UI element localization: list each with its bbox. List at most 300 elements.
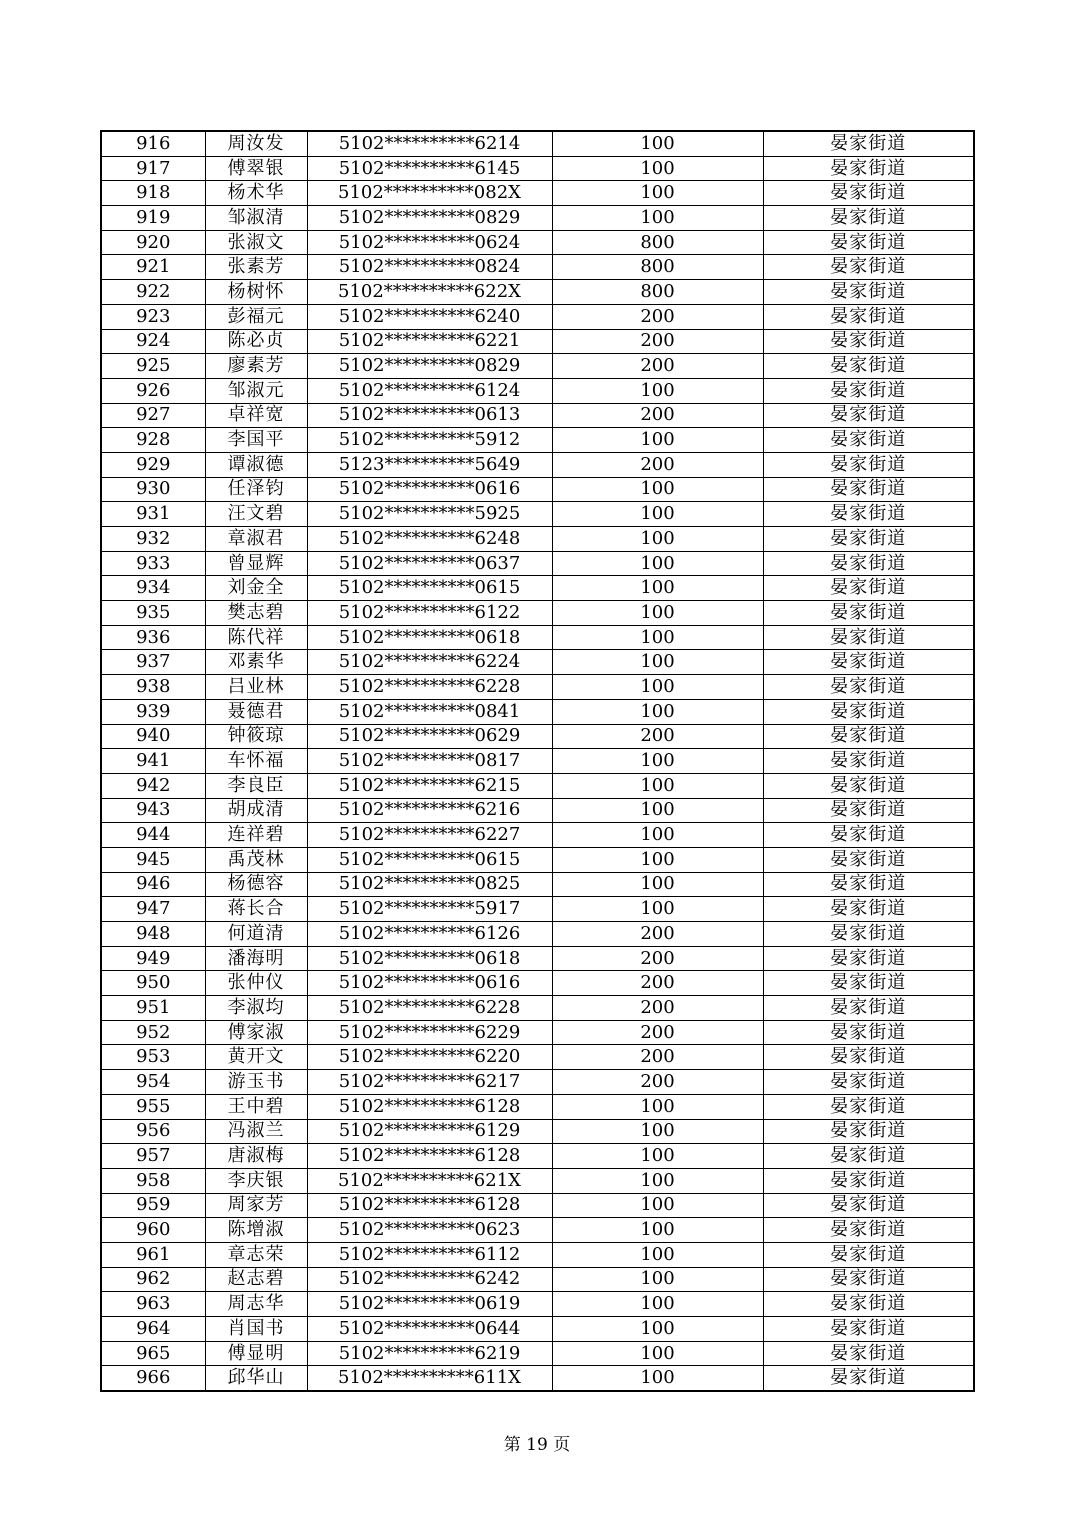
cell-row-index: 955 xyxy=(101,1094,205,1119)
cell-id-number: 5102**********6112 xyxy=(307,1242,552,1267)
table-row xyxy=(101,872,974,897)
cell-street: 晏家街道 xyxy=(763,1366,974,1391)
table-row xyxy=(101,823,974,848)
cell-id-number: 5102**********0841 xyxy=(307,699,552,724)
cell-row-index: 932 xyxy=(101,527,205,552)
cell-person-name: 张淑文 xyxy=(205,230,307,255)
cell-person-name: 禹茂林 xyxy=(205,847,307,872)
cell-id-number: 5102**********0616 xyxy=(307,971,552,996)
cell-row-index: 943 xyxy=(101,798,205,823)
table-row xyxy=(101,280,974,305)
cell-id-number: 5102**********0613 xyxy=(307,403,552,428)
cell-street: 晏家街道 xyxy=(763,699,974,724)
records-body xyxy=(101,131,974,1391)
cell-amount: 100 xyxy=(552,551,763,576)
cell-street: 晏家街道 xyxy=(763,230,974,255)
cell-id-number: 5102**********0618 xyxy=(307,946,552,971)
cell-amount: 100 xyxy=(552,1366,763,1391)
cell-street: 晏家街道 xyxy=(763,477,974,502)
cell-amount: 100 xyxy=(552,428,763,453)
page-number: 第 19 页 xyxy=(503,1435,571,1455)
table-row xyxy=(101,156,974,181)
cell-street: 晏家街道 xyxy=(763,1045,974,1070)
cell-street: 晏家街道 xyxy=(763,131,974,156)
cell-amount: 100 xyxy=(552,1144,763,1169)
cell-amount: 200 xyxy=(552,724,763,749)
cell-row-index: 939 xyxy=(101,699,205,724)
cell-row-index: 959 xyxy=(101,1193,205,1218)
table-row xyxy=(101,798,974,823)
records-table xyxy=(100,130,975,1392)
cell-row-index: 933 xyxy=(101,551,205,576)
table-row xyxy=(101,1218,974,1243)
cell-street: 晏家街道 xyxy=(763,724,974,749)
table-row xyxy=(101,1242,974,1267)
cell-row-index: 921 xyxy=(101,255,205,280)
cell-id-number: 5102**********6220 xyxy=(307,1045,552,1070)
cell-amount: 100 xyxy=(552,749,763,774)
cell-street: 晏家街道 xyxy=(763,1341,974,1366)
cell-row-index: 950 xyxy=(101,971,205,996)
cell-amount: 200 xyxy=(552,452,763,477)
cell-row-index: 941 xyxy=(101,749,205,774)
cell-row-index: 954 xyxy=(101,1070,205,1095)
cell-row-index: 962 xyxy=(101,1267,205,1292)
cell-street: 晏家街道 xyxy=(763,1267,974,1292)
table-row xyxy=(101,897,974,922)
cell-id-number: 5102**********0623 xyxy=(307,1218,552,1243)
cell-street: 晏家街道 xyxy=(763,798,974,823)
cell-amount: 100 xyxy=(552,1292,763,1317)
cell-amount: 100 xyxy=(552,1094,763,1119)
cell-person-name: 邓素华 xyxy=(205,650,307,675)
cell-id-number: 5102**********0624 xyxy=(307,230,552,255)
cell-id-number: 5102**********6248 xyxy=(307,527,552,552)
table-row xyxy=(101,230,974,255)
cell-person-name: 李庆银 xyxy=(205,1168,307,1193)
cell-street: 晏家街道 xyxy=(763,1168,974,1193)
cell-person-name: 唐淑梅 xyxy=(205,1144,307,1169)
table-row xyxy=(101,181,974,206)
cell-id-number: 5102**********6126 xyxy=(307,922,552,947)
table-row xyxy=(101,1317,974,1342)
table-row xyxy=(101,1070,974,1095)
cell-row-index: 957 xyxy=(101,1144,205,1169)
cell-street: 晏家街道 xyxy=(763,1094,974,1119)
cell-id-number: 5102**********5917 xyxy=(307,897,552,922)
cell-id-number: 5102**********6122 xyxy=(307,601,552,626)
cell-amount: 200 xyxy=(552,1020,763,1045)
table-row xyxy=(101,847,974,872)
cell-id-number: 5102**********6228 xyxy=(307,996,552,1021)
cell-id-number: 5102**********5912 xyxy=(307,428,552,453)
cell-street: 晏家街道 xyxy=(763,675,974,700)
cell-id-number: 5102**********6217 xyxy=(307,1070,552,1095)
cell-street: 晏家街道 xyxy=(763,823,974,848)
cell-id-number: 5102**********0829 xyxy=(307,206,552,231)
cell-row-index: 945 xyxy=(101,847,205,872)
cell-row-index: 944 xyxy=(101,823,205,848)
table-row xyxy=(101,922,974,947)
cell-id-number: 5102**********0616 xyxy=(307,477,552,502)
cell-person-name: 游玉书 xyxy=(205,1070,307,1095)
cell-amount: 800 xyxy=(552,280,763,305)
cell-row-index: 928 xyxy=(101,428,205,453)
cell-amount: 200 xyxy=(552,1045,763,1070)
cell-row-index: 956 xyxy=(101,1119,205,1144)
cell-id-number: 5102**********5925 xyxy=(307,502,552,527)
cell-person-name: 章淑君 xyxy=(205,527,307,552)
cell-row-index: 918 xyxy=(101,181,205,206)
cell-amount: 200 xyxy=(552,304,763,329)
cell-person-name: 钟筱琼 xyxy=(205,724,307,749)
cell-street: 晏家街道 xyxy=(763,329,974,354)
cell-amount: 100 xyxy=(552,601,763,626)
cell-id-number: 5102**********6129 xyxy=(307,1119,552,1144)
cell-street: 晏家街道 xyxy=(763,354,974,379)
cell-row-index: 949 xyxy=(101,946,205,971)
cell-street: 晏家街道 xyxy=(763,872,974,897)
cell-person-name: 吕业林 xyxy=(205,675,307,700)
cell-street: 晏家街道 xyxy=(763,1070,974,1095)
cell-street: 晏家街道 xyxy=(763,1144,974,1169)
cell-id-number: 5102**********6242 xyxy=(307,1267,552,1292)
cell-amount: 100 xyxy=(552,527,763,552)
cell-id-number: 5102**********6227 xyxy=(307,823,552,848)
cell-person-name: 傅家淑 xyxy=(205,1020,307,1045)
cell-id-number: 5102**********6128 xyxy=(307,1094,552,1119)
cell-amount: 100 xyxy=(552,576,763,601)
cell-row-index: 919 xyxy=(101,206,205,231)
cell-person-name: 汪文碧 xyxy=(205,502,307,527)
cell-row-index: 947 xyxy=(101,897,205,922)
table-row xyxy=(101,699,974,724)
table-row xyxy=(101,403,974,428)
cell-id-number: 5102**********6229 xyxy=(307,1020,552,1045)
table-row xyxy=(101,1119,974,1144)
cell-street: 晏家街道 xyxy=(763,156,974,181)
cell-person-name: 蒋长合 xyxy=(205,897,307,922)
cell-row-index: 961 xyxy=(101,1242,205,1267)
cell-id-number: 5102**********0629 xyxy=(307,724,552,749)
cell-amount: 200 xyxy=(552,354,763,379)
cell-id-number: 5102**********6128 xyxy=(307,1193,552,1218)
cell-street: 晏家街道 xyxy=(763,1292,974,1317)
cell-person-name: 张仲仪 xyxy=(205,971,307,996)
cell-person-name: 邹淑元 xyxy=(205,378,307,403)
cell-row-index: 960 xyxy=(101,1218,205,1243)
cell-person-name: 陈代祥 xyxy=(205,625,307,650)
cell-amount: 100 xyxy=(552,773,763,798)
cell-amount: 100 xyxy=(552,1341,763,1366)
cell-amount: 200 xyxy=(552,946,763,971)
cell-street: 晏家街道 xyxy=(763,847,974,872)
table-row xyxy=(101,452,974,477)
cell-id-number: 5102**********0637 xyxy=(307,551,552,576)
cell-row-index: 925 xyxy=(101,354,205,379)
cell-person-name: 曾显辉 xyxy=(205,551,307,576)
cell-row-index: 964 xyxy=(101,1317,205,1342)
cell-amount: 100 xyxy=(552,131,763,156)
cell-person-name: 周家芳 xyxy=(205,1193,307,1218)
cell-street: 晏家街道 xyxy=(763,650,974,675)
cell-id-number: 5102**********622X xyxy=(307,280,552,305)
cell-person-name: 潘海明 xyxy=(205,946,307,971)
cell-id-number: 5102**********082X xyxy=(307,181,552,206)
cell-row-index: 920 xyxy=(101,230,205,255)
cell-person-name: 邹淑清 xyxy=(205,206,307,231)
cell-person-name: 张素芳 xyxy=(205,255,307,280)
table-row xyxy=(101,773,974,798)
cell-id-number: 5102**********6240 xyxy=(307,304,552,329)
cell-person-name: 杨术华 xyxy=(205,181,307,206)
cell-row-index: 946 xyxy=(101,872,205,897)
table-row xyxy=(101,724,974,749)
cell-id-number: 5102**********0644 xyxy=(307,1317,552,1342)
table-row xyxy=(101,1144,974,1169)
cell-amount: 100 xyxy=(552,650,763,675)
table-row xyxy=(101,1094,974,1119)
cell-person-name: 车怀福 xyxy=(205,749,307,774)
table-row xyxy=(101,996,974,1021)
table-row xyxy=(101,1168,974,1193)
cell-amount: 100 xyxy=(552,1168,763,1193)
table-row xyxy=(101,625,974,650)
cell-person-name: 连祥碧 xyxy=(205,823,307,848)
table-row xyxy=(101,477,974,502)
cell-person-name: 卓祥宽 xyxy=(205,403,307,428)
cell-person-name: 杨德容 xyxy=(205,872,307,897)
cell-amount: 200 xyxy=(552,403,763,428)
cell-row-index: 927 xyxy=(101,403,205,428)
cell-street: 晏家街道 xyxy=(763,452,974,477)
cell-street: 晏家街道 xyxy=(763,502,974,527)
cell-street: 晏家街道 xyxy=(763,378,974,403)
table-row xyxy=(101,502,974,527)
cell-row-index: 934 xyxy=(101,576,205,601)
table-row xyxy=(101,675,974,700)
cell-row-index: 951 xyxy=(101,996,205,1021)
cell-amount: 100 xyxy=(552,699,763,724)
cell-amount: 100 xyxy=(552,872,763,897)
cell-street: 晏家街道 xyxy=(763,403,974,428)
table-row xyxy=(101,1193,974,1218)
table-row xyxy=(101,428,974,453)
cell-street: 晏家街道 xyxy=(763,206,974,231)
cell-amount: 100 xyxy=(552,378,763,403)
table-row xyxy=(101,576,974,601)
cell-person-name: 周汝发 xyxy=(205,131,307,156)
table-row xyxy=(101,206,974,231)
cell-person-name: 陈必贞 xyxy=(205,329,307,354)
cell-id-number: 5102**********6216 xyxy=(307,798,552,823)
cell-amount: 100 xyxy=(552,823,763,848)
cell-row-index: 966 xyxy=(101,1366,205,1391)
cell-amount: 100 xyxy=(552,675,763,700)
cell-person-name: 傅翠银 xyxy=(205,156,307,181)
table-row xyxy=(101,329,974,354)
cell-person-name: 王中碧 xyxy=(205,1094,307,1119)
cell-street: 晏家街道 xyxy=(763,601,974,626)
table-row xyxy=(101,1267,974,1292)
cell-person-name: 李良臣 xyxy=(205,773,307,798)
cell-person-name: 赵志碧 xyxy=(205,1267,307,1292)
cell-amount: 100 xyxy=(552,1242,763,1267)
cell-id-number: 5102**********6124 xyxy=(307,378,552,403)
cell-id-number: 5102**********621X xyxy=(307,1168,552,1193)
cell-row-index: 930 xyxy=(101,477,205,502)
cell-street: 晏家街道 xyxy=(763,773,974,798)
cell-row-index: 948 xyxy=(101,922,205,947)
cell-street: 晏家街道 xyxy=(763,922,974,947)
cell-amount: 100 xyxy=(552,1119,763,1144)
cell-row-index: 922 xyxy=(101,280,205,305)
cell-person-name: 何道清 xyxy=(205,922,307,947)
cell-street: 晏家街道 xyxy=(763,576,974,601)
cell-id-number: 5102**********0824 xyxy=(307,255,552,280)
table-row xyxy=(101,1366,974,1391)
cell-person-name: 周志华 xyxy=(205,1292,307,1317)
cell-street: 晏家街道 xyxy=(763,996,974,1021)
cell-amount: 100 xyxy=(552,1267,763,1292)
table-row xyxy=(101,650,974,675)
cell-id-number: 5102**********0619 xyxy=(307,1292,552,1317)
cell-amount: 200 xyxy=(552,329,763,354)
cell-person-name: 廖素芳 xyxy=(205,354,307,379)
cell-person-name: 冯淑兰 xyxy=(205,1119,307,1144)
cell-amount: 100 xyxy=(552,798,763,823)
cell-row-index: 929 xyxy=(101,452,205,477)
cell-street: 晏家街道 xyxy=(763,1218,974,1243)
cell-id-number: 5102**********6221 xyxy=(307,329,552,354)
cell-row-index: 924 xyxy=(101,329,205,354)
cell-person-name: 彭福元 xyxy=(205,304,307,329)
table-row xyxy=(101,749,974,774)
cell-id-number: 5102**********0615 xyxy=(307,576,552,601)
cell-row-index: 935 xyxy=(101,601,205,626)
cell-amount: 100 xyxy=(552,1193,763,1218)
cell-amount: 100 xyxy=(552,502,763,527)
cell-row-index: 926 xyxy=(101,378,205,403)
cell-person-name: 李国平 xyxy=(205,428,307,453)
cell-id-number: 5102**********0829 xyxy=(307,354,552,379)
cell-person-name: 傅显明 xyxy=(205,1341,307,1366)
cell-id-number: 5102**********6215 xyxy=(307,773,552,798)
cell-street: 晏家街道 xyxy=(763,304,974,329)
cell-id-number: 5102**********611X xyxy=(307,1366,552,1391)
cell-street: 晏家街道 xyxy=(763,1242,974,1267)
cell-person-name: 樊志碧 xyxy=(205,601,307,626)
cell-id-number: 5102**********0825 xyxy=(307,872,552,897)
cell-street: 晏家街道 xyxy=(763,551,974,576)
cell-id-number: 5123**********5649 xyxy=(307,452,552,477)
cell-amount: 100 xyxy=(552,206,763,231)
cell-street: 晏家街道 xyxy=(763,1193,974,1218)
cell-person-name: 杨树怀 xyxy=(205,280,307,305)
table-row xyxy=(101,1020,974,1045)
table-row xyxy=(101,131,974,156)
table-row xyxy=(101,971,974,996)
cell-amount: 800 xyxy=(552,230,763,255)
cell-id-number: 5102**********6224 xyxy=(307,650,552,675)
cell-person-name: 任泽钧 xyxy=(205,477,307,502)
cell-amount: 100 xyxy=(552,625,763,650)
table-row xyxy=(101,527,974,552)
cell-amount: 100 xyxy=(552,156,763,181)
cell-amount: 100 xyxy=(552,181,763,206)
table-row xyxy=(101,1045,974,1070)
table-row xyxy=(101,255,974,280)
cell-amount: 200 xyxy=(552,922,763,947)
cell-row-index: 953 xyxy=(101,1045,205,1070)
table-row xyxy=(101,354,974,379)
cell-person-name: 肖国书 xyxy=(205,1317,307,1342)
cell-id-number: 5102**********6214 xyxy=(307,131,552,156)
cell-id-number: 5102**********6219 xyxy=(307,1341,552,1366)
table-row xyxy=(101,304,974,329)
cell-person-name: 聂德君 xyxy=(205,699,307,724)
table-row xyxy=(101,551,974,576)
cell-id-number: 5102**********0618 xyxy=(307,625,552,650)
cell-row-index: 916 xyxy=(101,131,205,156)
cell-amount: 100 xyxy=(552,847,763,872)
cell-person-name: 谭淑德 xyxy=(205,452,307,477)
cell-person-name: 章志荣 xyxy=(205,1242,307,1267)
cell-row-index: 965 xyxy=(101,1341,205,1366)
cell-person-name: 黄开文 xyxy=(205,1045,307,1070)
cell-street: 晏家街道 xyxy=(763,1020,974,1045)
cell-street: 晏家街道 xyxy=(763,1317,974,1342)
cell-person-name: 胡成清 xyxy=(205,798,307,823)
cell-id-number: 5102**********0817 xyxy=(307,749,552,774)
table-row xyxy=(101,946,974,971)
cell-amount: 100 xyxy=(552,1218,763,1243)
cell-row-index: 937 xyxy=(101,650,205,675)
cell-amount: 100 xyxy=(552,897,763,922)
table-row xyxy=(101,1292,974,1317)
cell-street: 晏家街道 xyxy=(763,749,974,774)
cell-amount: 100 xyxy=(552,1317,763,1342)
cell-street: 晏家街道 xyxy=(763,428,974,453)
cell-row-index: 963 xyxy=(101,1292,205,1317)
cell-person-name: 刘金全 xyxy=(205,576,307,601)
cell-row-index: 940 xyxy=(101,724,205,749)
cell-amount: 200 xyxy=(552,971,763,996)
cell-row-index: 958 xyxy=(101,1168,205,1193)
cell-amount: 200 xyxy=(552,996,763,1021)
cell-street: 晏家街道 xyxy=(763,1119,974,1144)
cell-street: 晏家街道 xyxy=(763,255,974,280)
table-row xyxy=(101,378,974,403)
cell-street: 晏家街道 xyxy=(763,280,974,305)
cell-row-index: 942 xyxy=(101,773,205,798)
cell-id-number: 5102**********6145 xyxy=(307,156,552,181)
cell-id-number: 5102**********6228 xyxy=(307,675,552,700)
cell-person-name: 陈增淑 xyxy=(205,1218,307,1243)
cell-street: 晏家街道 xyxy=(763,181,974,206)
cell-street: 晏家街道 xyxy=(763,527,974,552)
cell-person-name: 邱华山 xyxy=(205,1366,307,1391)
cell-row-index: 952 xyxy=(101,1020,205,1045)
cell-amount: 800 xyxy=(552,255,763,280)
cell-street: 晏家街道 xyxy=(763,625,974,650)
cell-row-index: 923 xyxy=(101,304,205,329)
cell-amount: 200 xyxy=(552,1070,763,1095)
cell-row-index: 931 xyxy=(101,502,205,527)
table-row xyxy=(101,1341,974,1366)
cell-amount: 100 xyxy=(552,477,763,502)
cell-id-number: 5102**********0615 xyxy=(307,847,552,872)
